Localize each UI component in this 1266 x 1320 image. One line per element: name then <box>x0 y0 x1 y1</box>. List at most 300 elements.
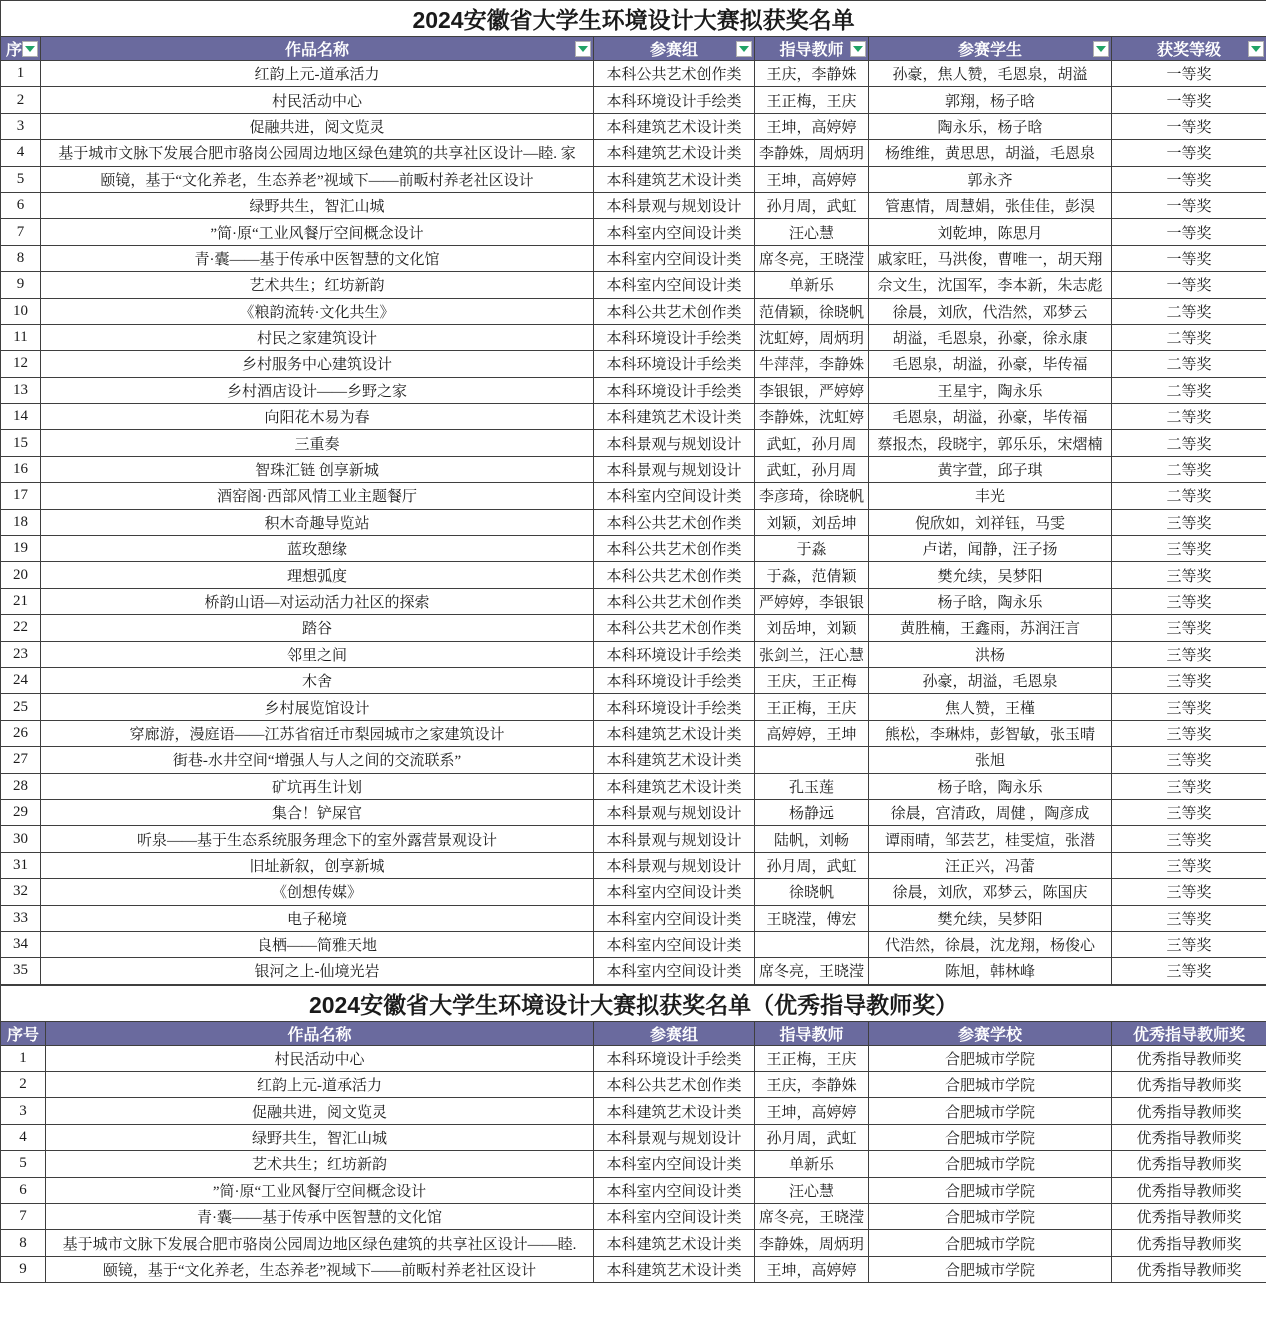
cell-award[interactable]: 三等奖 <box>1112 641 1266 667</box>
cell-title[interactable]: 踏谷 <box>41 615 594 641</box>
cell-teachers[interactable] <box>755 747 869 773</box>
cell-award[interactable]: 二等奖 <box>1112 430 1266 456</box>
cell-award[interactable]: 一等奖 <box>1112 61 1266 87</box>
cell-no[interactable]: 30 <box>1 826 41 852</box>
cell-teachers[interactable]: 席冬亮，王晓滢 <box>755 245 869 271</box>
cell-group[interactable]: 本科室内空间设计类 <box>594 219 755 245</box>
cell-title[interactable]: 银河之上-仙境光岩 <box>41 958 594 984</box>
column-header-teachers <box>755 37 869 61</box>
cell-no[interactable]: 5 <box>1 166 41 192</box>
cell-title[interactable]: 村民之家建筑设计 <box>41 324 594 350</box>
filter-button-group[interactable] <box>736 41 752 57</box>
table-row <box>1 430 1266 456</box>
cell-group[interactable]: 本科室内空间设计类 <box>594 1204 755 1230</box>
cell-group[interactable]: 本科景观与规划设计 <box>594 826 755 852</box>
cell-group[interactable]: 本科景观与规划设计 <box>594 192 755 218</box>
cell-no[interactable]: 13 <box>1 377 41 403</box>
cell-students[interactable]: 合肥城市学院 <box>869 1256 1112 1282</box>
cell-students[interactable]: 杨子晗，陶永乐 <box>869 588 1112 614</box>
cell-no[interactable]: 33 <box>1 905 41 931</box>
section2-title: 2024安徽省大学生环境设计大赛拟获奖名单（优秀指导教师奖） <box>1 985 1266 1021</box>
cell-title[interactable]: 电子秘境 <box>41 905 594 931</box>
cell-no[interactable]: 27 <box>1 747 41 773</box>
cell-students[interactable]: 孙豪，焦人赞，毛恩泉，胡溢 <box>869 61 1112 87</box>
cell-teachers[interactable]: 孔玉莲 <box>755 773 869 799</box>
cell-teachers[interactable]: 孙月周，武虹 <box>755 192 869 218</box>
cell-group[interactable]: 本科室内空间设计类 <box>594 958 755 984</box>
cell-teachers[interactable]: 牛萍萍，李静姝 <box>755 351 869 377</box>
cell-students[interactable]: 郭翔，杨子晗 <box>869 87 1112 113</box>
table-row <box>1 562 1266 588</box>
cell-students[interactable]: 合肥城市学院 <box>869 1072 1112 1098</box>
cell-award[interactable]: 一等奖 <box>1112 166 1266 192</box>
cell-award[interactable]: 三等奖 <box>1112 799 1266 825</box>
cell-no[interactable]: 10 <box>1 298 41 324</box>
cell-group[interactable]: 本科环境设计手绘类 <box>594 1045 755 1071</box>
cell-students[interactable]: 杨维维，黄思思，胡溢，毛恩泉 <box>869 140 1112 166</box>
cell-award[interactable]: 三等奖 <box>1112 615 1266 641</box>
cell-group[interactable]: 本科公共艺术创作类 <box>594 536 755 562</box>
cell-students[interactable]: 代浩然，徐晨，沈龙翔，杨俊心 <box>869 931 1112 957</box>
header-row <box>1 37 1266 61</box>
cell-title[interactable]: ”简·原“工业风餐厅空间概念设计 <box>46 1177 594 1203</box>
cell-no[interactable]: 3 <box>1 113 41 139</box>
column-header-no <box>1 37 41 61</box>
cell-group[interactable]: 本科公共艺术创作类 <box>594 615 755 641</box>
cell-group[interactable]: 本科景观与规划设计 <box>594 430 755 456</box>
cell-award[interactable]: 三等奖 <box>1112 931 1266 957</box>
cell-students[interactable]: 王星宇，陶永乐 <box>869 377 1112 403</box>
cell-group[interactable]: 本科景观与规划设计 <box>594 852 755 878</box>
cell-no[interactable]: 5 <box>1 1151 46 1177</box>
cell-teachers[interactable]: 刘颖，刘岳坤 <box>755 509 869 535</box>
cell-teachers[interactable]: 王坤，高婷婷 <box>755 1256 869 1282</box>
cell-group[interactable]: 本科环境设计手绘类 <box>594 351 755 377</box>
cell-title[interactable]: 三重奏 <box>41 430 594 456</box>
cell-title[interactable]: 邻里之间 <box>41 641 594 667</box>
cell-no[interactable]: 2 <box>1 1072 46 1098</box>
filter-dropdown-icon <box>853 46 863 52</box>
table-row <box>1 773 1266 799</box>
cell-group[interactable]: 本科建筑艺术设计类 <box>594 1256 755 1282</box>
cell-students[interactable]: 合肥城市学院 <box>869 1177 1112 1203</box>
cell-group[interactable]: 本科公共艺术创作类 <box>594 588 755 614</box>
cell-group[interactable]: 本科建筑艺术设计类 <box>594 720 755 746</box>
table-row <box>1 324 1266 350</box>
cell-no[interactable]: 28 <box>1 773 41 799</box>
cell-group[interactable]: 本科室内空间设计类 <box>594 931 755 957</box>
cell-title[interactable]: 木舍 <box>41 667 594 693</box>
cell-award[interactable]: 二等奖 <box>1112 456 1266 482</box>
cell-award[interactable]: 一等奖 <box>1112 140 1266 166</box>
cell-group[interactable]: 本科建筑艺术设计类 <box>594 773 755 799</box>
cell-group[interactable]: 本科建筑艺术设计类 <box>594 1230 755 1256</box>
cell-teachers[interactable]: 陆帆，刘畅 <box>755 826 869 852</box>
cell-group[interactable]: 本科建筑艺术设计类 <box>594 747 755 773</box>
cell-title[interactable]: 乡村酒店设计——乡野之家 <box>41 377 594 403</box>
cell-teachers[interactable]: 李银银，严婷婷 <box>755 377 869 403</box>
filter-button-title[interactable] <box>575 41 591 57</box>
cell-award[interactable]: 二等奖 <box>1112 377 1266 403</box>
cell-teachers[interactable]: 徐晓帆 <box>755 879 869 905</box>
cell-award[interactable]: 三等奖 <box>1112 879 1266 905</box>
cell-no[interactable]: 22 <box>1 615 41 641</box>
table-row <box>1 61 1266 87</box>
cell-title[interactable]: 村民活动中心 <box>46 1045 594 1071</box>
cell-teachers[interactable]: 范倩颖，徐晓帆 <box>755 298 869 324</box>
table-row <box>1 272 1266 298</box>
cell-group[interactable]: 本科建筑艺术设计类 <box>594 404 755 430</box>
cell-no[interactable]: 6 <box>1 192 41 218</box>
cell-students[interactable]: 合肥城市学院 <box>869 1045 1112 1071</box>
filter-dropdown-icon <box>1251 46 1261 52</box>
cell-students[interactable]: 丰光 <box>869 483 1112 509</box>
cell-students[interactable]: 合肥城市学院 <box>869 1151 1112 1177</box>
cell-no[interactable]: 34 <box>1 931 41 957</box>
cell-students[interactable]: 樊允续，吴梦阳 <box>869 562 1112 588</box>
cell-group[interactable]: 本科环境设计手绘类 <box>594 377 755 403</box>
cell-teachers[interactable]: 席冬亮，王晓滢 <box>755 1204 869 1230</box>
cell-award[interactable]: 二等奖 <box>1112 351 1266 377</box>
cell-group[interactable]: 本科公共艺术创作类 <box>594 562 755 588</box>
cell-teachers[interactable]: 王正梅，王庆 <box>755 1045 869 1071</box>
cell-no[interactable]: 21 <box>1 588 41 614</box>
cell-no[interactable]: 31 <box>1 852 41 878</box>
cell-title[interactable]: 智珠汇链 创享新城 <box>41 456 594 482</box>
cell-no[interactable]: 19 <box>1 536 41 562</box>
cell-teachers[interactable]: 孙月周，武虹 <box>755 852 869 878</box>
cell-students[interactable]: 合肥城市学院 <box>869 1230 1112 1256</box>
column-header-group <box>594 37 755 61</box>
cell-students[interactable]: 杨子晗，陶永乐 <box>869 773 1112 799</box>
cell-teachers[interactable]: 沈虹婷，周炳玥 <box>755 324 869 350</box>
cell-students[interactable]: 毛恩泉，胡溢，孙豪，毕传福 <box>869 351 1112 377</box>
cell-group[interactable]: 本科室内空间设计类 <box>594 483 755 509</box>
table-row <box>1 905 1266 931</box>
cell-teachers[interactable]: 高婷婷，王坤 <box>755 720 869 746</box>
cell-award[interactable]: 三等奖 <box>1112 667 1266 693</box>
cell-title[interactable]: 旧址新叙，创享新城 <box>41 852 594 878</box>
cell-title[interactable]: ”简·原“工业风餐厅空间概念设计 <box>41 219 594 245</box>
table-row <box>1 1177 1266 1203</box>
cell-title[interactable]: 乡村展览馆设计 <box>41 694 594 720</box>
cell-award[interactable]: 一等奖 <box>1112 219 1266 245</box>
cell-students[interactable]: 毛恩泉，胡溢，孙豪，毕传福 <box>869 404 1112 430</box>
cell-group[interactable]: 本科环境设计手绘类 <box>594 694 755 720</box>
cell-title[interactable]: 红韵上元-道承活力 <box>46 1072 594 1098</box>
cell-award[interactable]: 优秀指导教师奖 <box>1112 1072 1266 1098</box>
cell-no[interactable]: 14 <box>1 404 41 430</box>
column-header-label: 优秀指导教师奖 <box>1133 1026 1246 1044</box>
table-row <box>1 931 1266 957</box>
cell-students[interactable]: 刘乾坤，陈思月 <box>869 219 1112 245</box>
cell-award[interactable]: 一等奖 <box>1112 192 1266 218</box>
table-row <box>1 1072 1266 1098</box>
cell-title[interactable]: 艺术共生；红坊新韵 <box>41 272 594 298</box>
cell-award[interactable]: 三等奖 <box>1112 905 1266 931</box>
cell-group[interactable]: 本科室内空间设计类 <box>594 1177 755 1203</box>
cell-no[interactable]: 8 <box>1 245 41 271</box>
cell-teachers[interactable]: 王庆，李静姝 <box>755 61 869 87</box>
cell-students[interactable]: 黄字萱，邱子琪 <box>869 456 1112 482</box>
cell-award[interactable]: 三等奖 <box>1112 509 1266 535</box>
cell-teachers[interactable]: 孙月周，武虹 <box>755 1124 869 1150</box>
cell-award[interactable]: 优秀指导教师奖 <box>1112 1098 1266 1124</box>
cell-title[interactable]: 颐镜，基于“文化养老，生态养老”视域下——前畈村养老社区设计 <box>46 1256 594 1282</box>
cell-students[interactable]: 郭永齐 <box>869 166 1112 192</box>
cell-students[interactable]: 倪欣如，刘祥钰，马雯 <box>869 509 1112 535</box>
cell-teachers[interactable]: 汪心慧 <box>755 1177 869 1203</box>
cell-students[interactable]: 佘文生，沈国军，李本新，朱志彪 <box>869 272 1112 298</box>
cell-students[interactable]: 陈旭，韩林峰 <box>869 958 1112 984</box>
cell-award[interactable]: 一等奖 <box>1112 272 1266 298</box>
cell-no[interactable]: 7 <box>1 219 41 245</box>
cell-award[interactable]: 优秀指导教师奖 <box>1112 1045 1266 1071</box>
cell-title[interactable]: 积木奇趣导览站 <box>41 509 594 535</box>
cell-no[interactable]: 24 <box>1 667 41 693</box>
cell-teachers[interactable]: 单新乐 <box>755 272 869 298</box>
cell-no[interactable]: 2 <box>1 87 41 113</box>
cell-no[interactable]: 1 <box>1 1045 46 1071</box>
cell-students[interactable]: 卢诺，闻静，汪子扬 <box>869 536 1112 562</box>
cell-award[interactable]: 二等奖 <box>1112 404 1266 430</box>
cell-award[interactable]: 三等奖 <box>1112 536 1266 562</box>
cell-title[interactable]: 绿野共生，智汇山城 <box>41 192 594 218</box>
cell-students[interactable]: 黄胜楠，王鑫雨，苏润汪言 <box>869 615 1112 641</box>
cell-title[interactable]: 听泉——基于生态系统服务理念下的室外露营景观设计 <box>41 826 594 852</box>
cell-teachers[interactable]: 李静姝，沈虹婷 <box>755 404 869 430</box>
cell-teachers[interactable]: 武虹，孙月周 <box>755 430 869 456</box>
cell-group[interactable]: 本科建筑艺术设计类 <box>594 1098 755 1124</box>
header-row <box>1 1021 1266 1045</box>
cell-group[interactable]: 本科室内空间设计类 <box>594 272 755 298</box>
cell-award[interactable]: 三等奖 <box>1112 852 1266 878</box>
cell-no[interactable]: 32 <box>1 879 41 905</box>
cell-award[interactable]: 二等奖 <box>1112 298 1266 324</box>
cell-title[interactable]: 酒窑阁·西部风情工业主题餐厅 <box>41 483 594 509</box>
cell-students[interactable]: 陶永乐，杨子晗 <box>869 113 1112 139</box>
cell-group[interactable]: 本科环境设计手绘类 <box>594 87 755 113</box>
cell-group[interactable]: 本科景观与规划设计 <box>594 456 755 482</box>
cell-students[interactable]: 合肥城市学院 <box>869 1124 1112 1150</box>
cell-no[interactable]: 12 <box>1 351 41 377</box>
cell-no[interactable]: 25 <box>1 694 41 720</box>
cell-teachers[interactable]: 王正梅，王庆 <box>755 87 869 113</box>
cell-students[interactable]: 管惠情，周慧娟，张佳佳，彭淏 <box>869 192 1112 218</box>
cell-students[interactable]: 洪杨 <box>869 641 1112 667</box>
cell-teachers[interactable]: 杨静远 <box>755 799 869 825</box>
filter-button-award[interactable] <box>1248 41 1264 57</box>
cell-award[interactable]: 一等奖 <box>1112 245 1266 271</box>
cell-award[interactable]: 优秀指导教师奖 <box>1112 1151 1266 1177</box>
cell-award[interactable]: 优秀指导教师奖 <box>1112 1177 1266 1203</box>
cell-teachers[interactable] <box>755 931 869 957</box>
teacher-awards-table-body <box>1 1045 1266 1283</box>
cell-teachers[interactable]: 王庆，李静姝 <box>755 1072 869 1098</box>
table-row <box>1 1256 1266 1282</box>
cell-award[interactable]: 三等奖 <box>1112 747 1266 773</box>
cell-no[interactable]: 35 <box>1 958 41 984</box>
cell-students[interactable]: 徐晨，刘欣，代浩然，邓梦云 <box>869 298 1112 324</box>
cell-teachers[interactable]: 单新乐 <box>755 1151 869 1177</box>
cell-teachers[interactable]: 王坤，高婷婷 <box>755 166 869 192</box>
table-row <box>1 140 1266 166</box>
cell-title[interactable]: 《粮韵流转·文化共生》 <box>41 298 594 324</box>
cell-group[interactable]: 本科建筑艺术设计类 <box>594 113 755 139</box>
cell-award[interactable]: 三等奖 <box>1112 958 1266 984</box>
cell-no[interactable]: 17 <box>1 483 41 509</box>
cell-title[interactable]: 青·囊——基于传承中医智慧的文化馆 <box>41 245 594 271</box>
cell-students[interactable]: 蔡报杰，段晓宇，郭乐乐，宋熠楠 <box>869 430 1112 456</box>
cell-teachers[interactable]: 王庆，王正梅 <box>755 667 869 693</box>
cell-no[interactable]: 9 <box>1 1256 46 1282</box>
cell-students[interactable]: 孙豪，胡溢，毛恩泉 <box>869 667 1112 693</box>
table-row <box>1 641 1266 667</box>
cell-teachers[interactable]: 王正梅，王庆 <box>755 694 869 720</box>
cell-no[interactable]: 4 <box>1 1124 46 1150</box>
cell-group[interactable]: 本科室内空间设计类 <box>594 245 755 271</box>
cell-no[interactable]: 23 <box>1 641 41 667</box>
cell-no[interactable]: 7 <box>1 1204 46 1230</box>
cell-students[interactable]: 张旭 <box>869 747 1112 773</box>
cell-no[interactable]: 29 <box>1 799 41 825</box>
cell-title[interactable]: 基于城市文脉下发展合肥市骆岗公园周边地区绿色建筑的共享社区设计——睦. <box>46 1230 594 1256</box>
cell-award[interactable]: 三等奖 <box>1112 773 1266 799</box>
filter-dropdown-icon <box>25 46 35 52</box>
filter-button-students[interactable] <box>1093 41 1109 57</box>
cell-title[interactable]: 理想弧度 <box>41 562 594 588</box>
cell-teachers[interactable]: 武虹，孙月周 <box>755 456 869 482</box>
cell-title[interactable]: 集合！铲屎官 <box>41 799 594 825</box>
cell-group[interactable]: 本科建筑艺术设计类 <box>594 140 755 166</box>
cell-group[interactable]: 本科公共艺术创作类 <box>594 61 755 87</box>
cell-title[interactable]: 村民活动中心 <box>41 87 594 113</box>
cell-title[interactable]: 基于城市文脉下发展合肥市骆岗公园周边地区绿色建筑的共享社区设计—睦. 家 <box>41 140 594 166</box>
column-header-teachers <box>755 1021 869 1045</box>
cell-title[interactable]: 穿廊游，漫庭语——江苏省宿迁市梨园城市之家建筑设计 <box>41 720 594 746</box>
cell-title[interactable]: 桥韵山语—对运动活力社区的探索 <box>41 588 594 614</box>
cell-teachers[interactable]: 刘岳坤，刘颖 <box>755 615 869 641</box>
cell-award[interactable]: 三等奖 <box>1112 826 1266 852</box>
cell-no[interactable]: 1 <box>1 61 41 87</box>
cell-title[interactable]: 矿坑再生计划 <box>41 773 594 799</box>
cell-students[interactable]: 戚家旺，马洪俊，曹唯一，胡天翔 <box>869 245 1112 271</box>
cell-group[interactable]: 本科室内空间设计类 <box>594 1151 755 1177</box>
cell-students[interactable]: 徐晨，宫清政，周健 ，陶彦成 <box>869 799 1112 825</box>
cell-award[interactable]: 优秀指导教师奖 <box>1112 1256 1266 1282</box>
cell-award[interactable]: 优秀指导教师奖 <box>1112 1124 1266 1150</box>
cell-title[interactable]: 乡村服务中心建筑设计 <box>41 351 594 377</box>
cell-students[interactable]: 汪正兴，冯蕾 <box>869 852 1112 878</box>
cell-students[interactable]: 徐晨，刘欣，邓梦云，陈国庆 <box>869 879 1112 905</box>
cell-no[interactable]: 15 <box>1 430 41 456</box>
cell-students[interactable]: 胡溢，毛恩泉，孙豪，徐永康 <box>869 324 1112 350</box>
cell-award[interactable]: 二等奖 <box>1112 324 1266 350</box>
cell-group[interactable]: 本科建筑艺术设计类 <box>594 166 755 192</box>
cell-title[interactable]: 良栖——简雅天地 <box>41 931 594 957</box>
cell-award[interactable]: 二等奖 <box>1112 483 1266 509</box>
cell-group[interactable]: 本科景观与规划设计 <box>594 799 755 825</box>
filter-button-no[interactable] <box>22 41 38 57</box>
cell-teachers[interactable]: 严婷婷，李银银 <box>755 588 869 614</box>
cell-no[interactable]: 26 <box>1 720 41 746</box>
cell-group[interactable]: 本科室内空间设计类 <box>594 905 755 931</box>
filter-button-teachers[interactable] <box>850 41 866 57</box>
cell-group[interactable]: 本科环境设计手绘类 <box>594 641 755 667</box>
cell-teachers[interactable]: 张剑兰，汪心慧 <box>755 641 869 667</box>
cell-no[interactable]: 18 <box>1 509 41 535</box>
cell-title[interactable]: 艺术共生；红坊新韵 <box>46 1151 594 1177</box>
cell-award[interactable]: 一等奖 <box>1112 87 1266 113</box>
cell-no[interactable]: 4 <box>1 140 41 166</box>
cell-award[interactable]: 优秀指导教师奖 <box>1112 1204 1266 1230</box>
cell-teachers[interactable]: 于淼 <box>755 536 869 562</box>
cell-title[interactable]: 街巷-水井空间“增强人与人之间的交流联系” <box>41 747 594 773</box>
cell-teachers[interactable]: 王晓滢，傅宏 <box>755 905 869 931</box>
cell-title[interactable]: 促融共进，阅文览灵 <box>41 113 594 139</box>
cell-group[interactable]: 本科景观与规划设计 <box>594 1124 755 1150</box>
cell-award[interactable]: 三等奖 <box>1112 562 1266 588</box>
cell-title[interactable]: 青·囊——基于传承中医智慧的文化馆 <box>46 1204 594 1230</box>
cell-teachers[interactable]: 席冬亮，王晓滢 <box>755 958 869 984</box>
cell-students[interactable]: 合肥城市学院 <box>869 1204 1112 1230</box>
cell-teachers[interactable]: 李彦琦，徐晓帆 <box>755 483 869 509</box>
table-row <box>1 1204 1266 1230</box>
column-header-award <box>1112 37 1266 61</box>
cell-teachers[interactable]: 于淼，范倩颖 <box>755 562 869 588</box>
cell-students[interactable]: 熊松，李琳炜，彭智敏，张玉晴 <box>869 720 1112 746</box>
cell-group[interactable]: 本科公共艺术创作类 <box>594 1072 755 1098</box>
column-header-award <box>1112 1021 1266 1045</box>
cell-title[interactable]: 红韵上元-道承活力 <box>41 61 594 87</box>
cell-title[interactable]: 促融共进，阅文览灵 <box>46 1098 594 1124</box>
cell-title[interactable]: 蓝玫憩缘 <box>41 536 594 562</box>
cell-no[interactable]: 9 <box>1 272 41 298</box>
cell-title[interactable]: 《创想传媒》 <box>41 879 594 905</box>
cell-title[interactable]: 向阳花木易为春 <box>41 404 594 430</box>
cell-teachers[interactable]: 李静姝，周炳玥 <box>755 1230 869 1256</box>
cell-no[interactable]: 3 <box>1 1098 46 1124</box>
cell-no[interactable]: 16 <box>1 456 41 482</box>
cell-group[interactable]: 本科室内空间设计类 <box>594 879 755 905</box>
cell-award[interactable]: 优秀指导教师奖 <box>1112 1230 1266 1256</box>
cell-award[interactable]: 一等奖 <box>1112 113 1266 139</box>
cell-teachers[interactable]: 汪心慧 <box>755 219 869 245</box>
cell-group[interactable]: 本科公共艺术创作类 <box>594 298 755 324</box>
cell-students[interactable]: 谭雨晴，邹芸艺，桂雯煊，张潜 <box>869 826 1112 852</box>
cell-no[interactable]: 11 <box>1 324 41 350</box>
cell-no[interactable]: 6 <box>1 1177 46 1203</box>
cell-students[interactable]: 樊允续，吴梦阳 <box>869 905 1112 931</box>
cell-group[interactable]: 本科环境设计手绘类 <box>594 667 755 693</box>
cell-no[interactable]: 20 <box>1 562 41 588</box>
cell-no[interactable]: 8 <box>1 1230 46 1256</box>
cell-award[interactable]: 三等奖 <box>1112 720 1266 746</box>
teacher-awards-table <box>0 985 1266 1284</box>
cell-teachers[interactable]: 李静姝，周炳玥 <box>755 140 869 166</box>
cell-title[interactable]: 绿野共生，智汇山城 <box>46 1124 594 1150</box>
cell-teachers[interactable]: 王坤，高婷婷 <box>755 113 869 139</box>
cell-award[interactable]: 三等奖 <box>1112 694 1266 720</box>
cell-award[interactable]: 三等奖 <box>1112 588 1266 614</box>
cell-teachers[interactable]: 王坤，高婷婷 <box>755 1098 869 1124</box>
cell-students[interactable]: 合肥城市学院 <box>869 1098 1112 1124</box>
cell-title[interactable]: 颐镜，基于“文化养老，生态养老”视域下——前畈村养老社区设计 <box>41 166 594 192</box>
column-header-title <box>41 37 594 61</box>
cell-students[interactable]: 焦人赞，王槿 <box>869 694 1112 720</box>
cell-group[interactable]: 本科环境设计手绘类 <box>594 324 755 350</box>
cell-group[interactable]: 本科公共艺术创作类 <box>594 509 755 535</box>
